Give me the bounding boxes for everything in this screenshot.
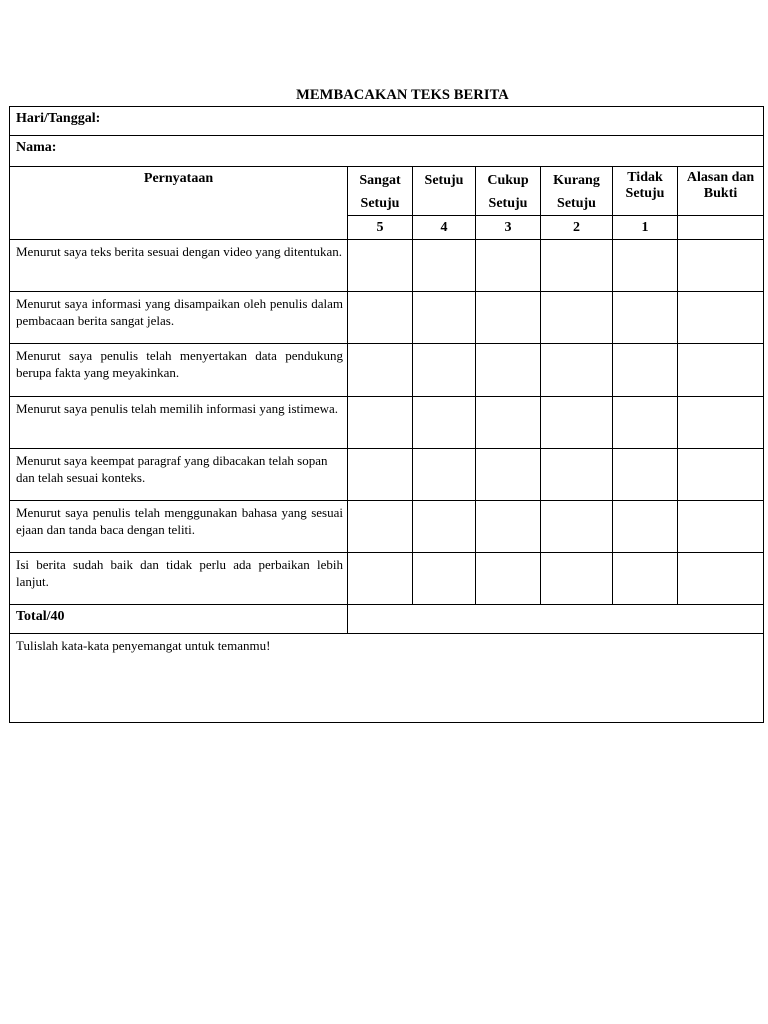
statement-row (10, 344, 764, 397)
name-field[interactable] (10, 136, 764, 167)
rating-cell-1[interactable] (613, 449, 678, 501)
rating-cell-4[interactable] (413, 240, 476, 292)
score-4: 4 (413, 216, 476, 240)
rating-cell-5[interactable] (348, 397, 413, 449)
header-sangat-setuju (348, 167, 413, 216)
statement-row (10, 553, 764, 605)
statement-row (10, 397, 764, 449)
header-setuju-line1: Setuju (424, 173, 464, 188)
rating-cell-4[interactable] (413, 397, 476, 449)
header-kurang-setuju-line1: Kurang (553, 173, 600, 188)
statement-text: Menurut saya penulis telah menyertakan data pendukung berupa fakta yang meyakinkan. (10, 344, 348, 397)
header-kurang-setuju (541, 167, 613, 216)
rating-cell-1[interactable] (613, 240, 678, 292)
total-label: Total/40 (10, 605, 348, 634)
rating-cell-5[interactable] (348, 292, 413, 344)
statement-header: Pernyataan (10, 167, 348, 240)
rating-cell-2[interactable] (541, 553, 613, 605)
rating-cell-4[interactable] (413, 344, 476, 397)
total-row (10, 605, 764, 634)
rating-cell-4[interactable] (413, 553, 476, 605)
header-cukup-setuju (476, 167, 541, 216)
rating-cell-5[interactable] (348, 240, 413, 292)
encouragement-label: Tulislah kata-kata penyemangat untuk temanmu! (16, 638, 271, 653)
rating-cell-3[interactable] (476, 449, 541, 501)
header-row (10, 167, 764, 216)
rating-cell-5[interactable] (348, 501, 413, 553)
statement-row (10, 449, 764, 501)
header-alasan-line2: Bukti (703, 186, 738, 201)
statement-row (10, 240, 764, 292)
encouragement-row (10, 634, 764, 723)
document-title: MEMBACAKAN TEKS BERITA (296, 87, 509, 103)
rating-cell-5[interactable] (348, 344, 413, 397)
date-row (10, 107, 764, 136)
rating-cell-1[interactable] (613, 501, 678, 553)
rating-cell-3[interactable] (476, 240, 541, 292)
reason-cell[interactable] (678, 292, 764, 344)
date-label: Hari/Tanggal: (16, 111, 101, 126)
header-sangat-setuju-line2: Setuju (360, 196, 400, 211)
rating-cell-4[interactable] (413, 292, 476, 344)
reason-cell[interactable] (678, 501, 764, 553)
header-tidak-setuju-line2: Setuju (625, 186, 665, 201)
reason-cell[interactable] (678, 240, 764, 292)
rating-cell-3[interactable] (476, 292, 541, 344)
statement-text: Isi berita sudah baik dan tidak perlu ada perbaikan lebih lanjut. (10, 553, 348, 605)
date-field[interactable] (10, 107, 764, 136)
reason-cell[interactable] (678, 449, 764, 501)
statement-text: Menurut saya penulis telah memilih informasi yang istimewa. (10, 397, 348, 449)
rating-cell-2[interactable] (541, 344, 613, 397)
score-5: 5 (348, 216, 413, 240)
rating-cell-5[interactable] (348, 449, 413, 501)
header-alasan-bukti (678, 167, 764, 216)
statement-text: Menurut saya penulis telah menggunakan bahasa yang sesuai ejaan dan tanda baca dengan teliti. (10, 501, 348, 553)
rating-cell-2[interactable] (541, 397, 613, 449)
name-row (10, 136, 764, 167)
name-label: Nama: (16, 140, 57, 155)
rating-cell-5[interactable] (348, 553, 413, 605)
reason-cell[interactable] (678, 553, 764, 605)
header-cukup-setuju-line2: Setuju (488, 196, 528, 211)
header-kurang-setuju-line2: Setuju (557, 196, 596, 211)
rating-cell-1[interactable] (613, 553, 678, 605)
statement-row (10, 292, 764, 344)
rating-cell-2[interactable] (541, 501, 613, 553)
header-tidak-setuju-line1: Tidak (627, 170, 663, 185)
rating-cell-3[interactable] (476, 501, 541, 553)
reason-cell[interactable] (678, 397, 764, 449)
score-3: 3 (476, 216, 541, 240)
statement-text: Menurut saya teks berita sesuai dengan video yang ditentukan. (10, 240, 348, 292)
statement-text: Menurut saya keempat paragraf yang dibacakan telah sopan dan telah sesuai konteks. (10, 449, 348, 501)
header-setuju (413, 167, 476, 216)
reason-cell[interactable] (678, 344, 764, 397)
total-value-cell[interactable] (348, 605, 764, 634)
rating-cell-4[interactable] (413, 501, 476, 553)
rating-cell-1[interactable] (613, 344, 678, 397)
score-2: 2 (541, 216, 613, 240)
header-cukup-setuju-line1: Cukup (487, 173, 529, 188)
rating-cell-1[interactable] (613, 292, 678, 344)
rating-cell-1[interactable] (613, 397, 678, 449)
encouragement-field[interactable] (10, 634, 764, 723)
score-1: 1 (613, 216, 678, 240)
rating-cell-2[interactable] (541, 292, 613, 344)
rating-cell-3[interactable] (476, 553, 541, 605)
rating-cell-3[interactable] (476, 397, 541, 449)
rating-cell-2[interactable] (541, 240, 613, 292)
header-tidak-setuju (613, 167, 678, 216)
rating-cell-4[interactable] (413, 449, 476, 501)
rating-cell-3[interactable] (476, 344, 541, 397)
assessment-table (9, 106, 764, 723)
score-reason-blank (678, 216, 764, 240)
statement-row (10, 501, 764, 553)
rating-cell-2[interactable] (541, 449, 613, 501)
header-sangat-setuju-line1: Sangat (359, 173, 401, 188)
statement-text: Menurut saya informasi yang disampaikan oleh penulis dalam pembacaan berita sangat jelas. (10, 292, 348, 344)
header-alasan-line1: Alasan dan (686, 170, 755, 185)
